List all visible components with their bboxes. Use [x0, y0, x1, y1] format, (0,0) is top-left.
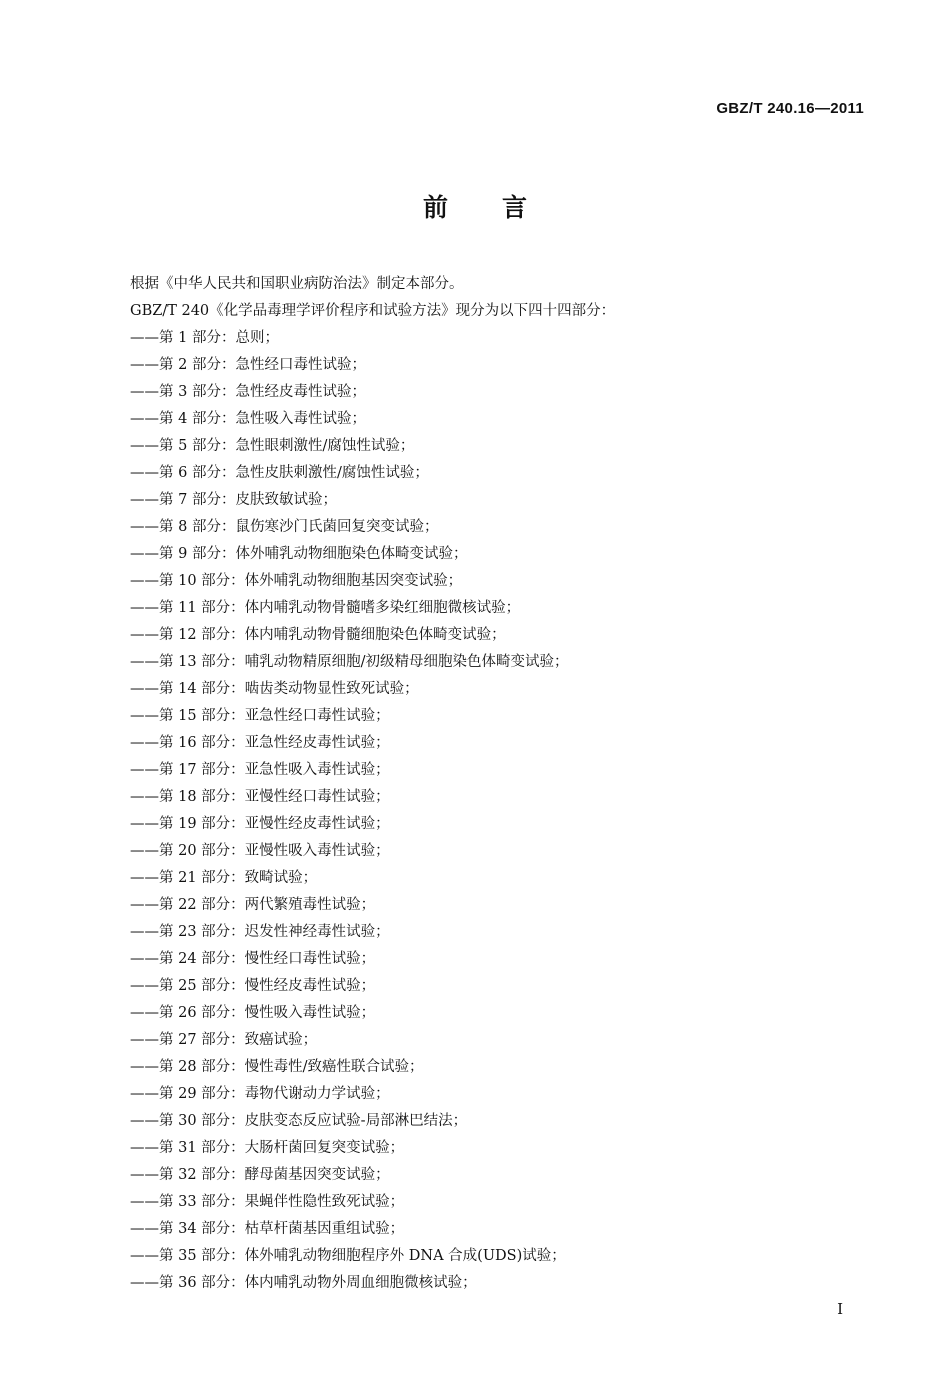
foreword-body: [130, 271, 850, 1297]
part-list-item: ——第 33 部分：果蝇伴性隐性致死试验；: [130, 1194, 405, 1210]
part-list-item: ——第 27 部分：致癌试验；: [130, 1032, 318, 1048]
part-list-item: ——第 4 部分：急性吸入毒性试验；: [130, 411, 366, 427]
part-list-item: ——第 8 部分：鼠伤寒沙门氏菌回复突变试验；: [130, 519, 439, 535]
part-list-item: ——第 20 部分：亚慢性吸入毒性试验；: [130, 843, 390, 859]
part-list-item: ——第 22 部分：两代繁殖毒性试验；: [130, 897, 376, 913]
parts-list: [130, 325, 850, 1297]
part-list-item: ——第 15 部分：亚急性经口毒性试验；: [130, 708, 390, 724]
intro-line: 根据《中华人民共和国职业病防治法》制定本部分。: [130, 276, 464, 292]
part-list-item: ——第 9 部分：体外哺乳动物细胞染色体畸变试验；: [130, 546, 468, 562]
part-list-item: ——第 23 部分：迟发性神经毒性试验；: [130, 924, 390, 940]
part-list-item: ——第 18 部分：亚慢性经口毒性试验；: [130, 789, 390, 805]
part-list-item: ——第 13 部分：哺乳动物精原细胞/初级精母细胞染色体畸变试验；: [130, 654, 569, 670]
part-list-item: ——第 32 部分：酵母菌基因突变试验；: [130, 1167, 390, 1183]
part-list-item: ——第 10 部分：体外哺乳动物细胞基因突变试验；: [130, 573, 463, 589]
part-list-item: ——第 16 部分：亚急性经皮毒性试验；: [130, 735, 390, 751]
standard-number: GBZ/T 240.16—2011: [716, 100, 864, 117]
part-list-item: ——第 31 部分：大肠杆菌回复突变试验；: [130, 1140, 405, 1156]
part-list-item: ——第 25 部分：慢性经皮毒性试验；: [130, 978, 376, 994]
part-list-item: ——第 11 部分：体内哺乳动物骨髓嗜多染红细胞微核试验；: [130, 600, 521, 616]
part-list-item: ——第 26 部分：慢性吸入毒性试验；: [130, 1005, 376, 1021]
part-list-item: ——第 19 部分：亚慢性经皮毒性试验；: [130, 816, 390, 832]
part-list-item: ——第 28 部分：慢性毒性/致癌性联合试验；: [130, 1059, 424, 1075]
part-list-item: ——第 7 部分：皮肤致敏试验；: [130, 492, 337, 508]
page-number: I: [837, 1300, 843, 1318]
part-list-item: ——第 17 部分：亚急性吸入毒性试验；: [130, 762, 390, 778]
part-list-item: ——第 21 部分：致畸试验；: [130, 870, 318, 886]
intro-line: GBZ/T 240《化学品毒理学评价程序和试验方法》现分为以下四十四部分：: [130, 303, 616, 319]
page-title: 前言: [422, 193, 581, 222]
part-list-item: ——第 12 部分：体内哺乳动物骨髓细胞染色体畸变试验；: [130, 627, 506, 643]
part-list-item: ——第 24 部分：慢性经口毒性试验；: [130, 951, 376, 967]
part-list-item: ——第 14 部分：啮齿类动物显性致死试验；: [130, 681, 419, 697]
part-list-item: ——第 6 部分：急性皮肤刺激性/腐蚀性试验；: [130, 465, 429, 481]
part-list-item: ——第 30 部分：皮肤变态反应试验-局部淋巴结法；: [130, 1113, 468, 1129]
part-list-item: ——第 34 部分：枯草杆菌基因重组试验；: [130, 1221, 405, 1237]
part-list-item: ——第 2 部分：急性经口毒性试验；: [130, 357, 366, 373]
part-list-item: ——第 3 部分：急性经皮毒性试验；: [130, 384, 366, 400]
part-list-item: ——第 35 部分：体外哺乳动物细胞程序外 DNA 合成(UDS)试验；: [130, 1248, 566, 1264]
part-list-item: ——第 29 部分：毒物代谢动力学试验；: [130, 1086, 390, 1102]
part-list-item: ——第 36 部分：体内哺乳动物外周血细胞微核试验；: [130, 1275, 477, 1291]
part-list-item: ——第 1 部分：总则；: [130, 330, 279, 346]
part-list-item: ——第 5 部分：急性眼刺激性/腐蚀性试验；: [130, 438, 415, 454]
